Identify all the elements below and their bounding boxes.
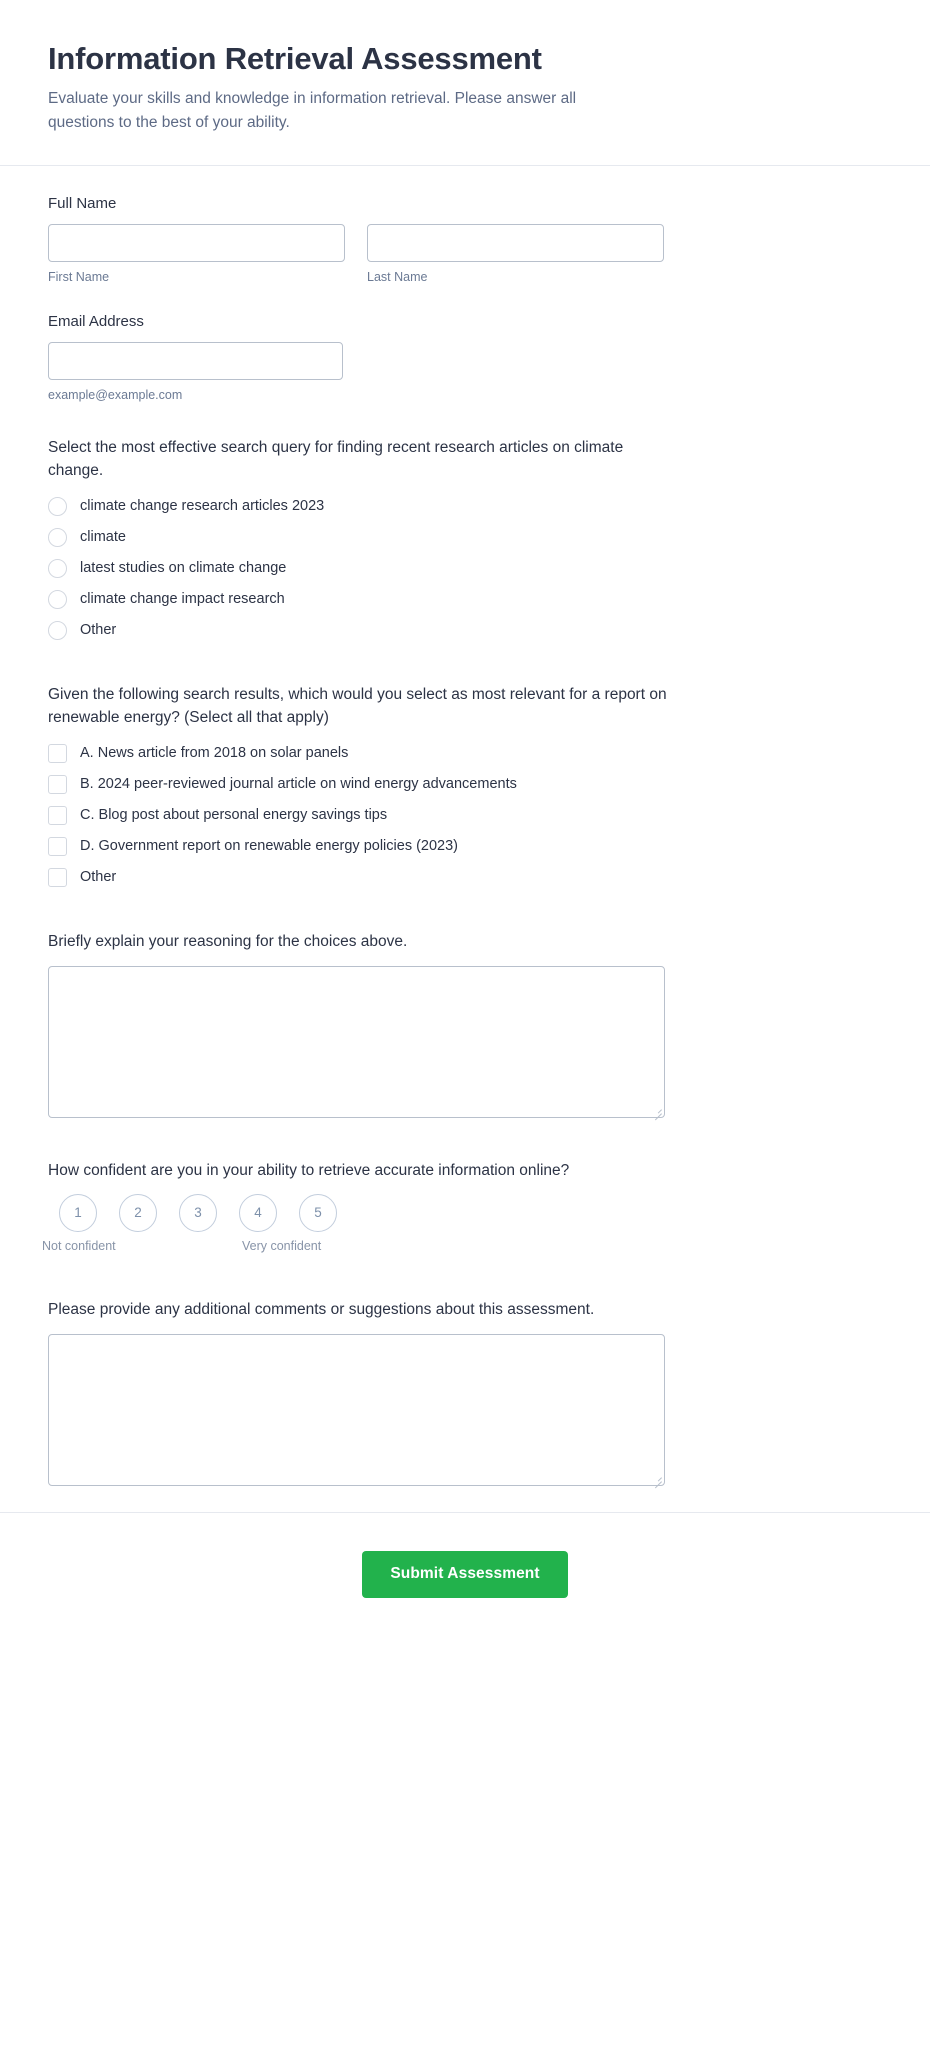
last-name-sublabel: Last Name <box>367 270 428 285</box>
checkbox-option-label: D. Government report on renewable energy policies (2023) <box>80 837 459 854</box>
field-relevant-results <box>48 684 882 889</box>
checkbox-icon[interactable] <box>48 868 67 887</box>
email-col <box>48 342 343 403</box>
checkbox-option-label: A. News article from 2018 on solar panels <box>80 744 349 761</box>
search-query-options <box>48 494 882 642</box>
radio-option[interactable] <box>48 525 882 549</box>
rating-option[interactable] <box>168 1194 228 1232</box>
last-name-col <box>367 224 664 285</box>
reasoning-label: Briefly explain your reasoning for the choices above. <box>48 933 408 951</box>
checkbox-option-label: C. Blog post about personal energy savings tips <box>80 806 388 823</box>
radio-option-label: climate <box>80 529 126 545</box>
reasoning-textarea[interactable] <box>48 966 665 1118</box>
radio-option-label: Other <box>80 622 117 638</box>
comments-label: Please provide any additional comments or suggestions about this assessment. <box>48 1301 595 1319</box>
comments-textarea-wrap <box>48 1334 665 1486</box>
field-search-query <box>48 437 882 642</box>
radio-option[interactable] <box>48 494 882 518</box>
rating-circle[interactable]: 3 <box>179 1194 217 1232</box>
field-confidence <box>42 1160 882 1257</box>
checkbox-option-other[interactable] <box>48 865 882 889</box>
rating-option[interactable] <box>108 1194 168 1232</box>
form-header <box>0 0 930 166</box>
rating-circle[interactable]: 5 <box>299 1194 337 1232</box>
radio-option[interactable] <box>48 587 882 611</box>
full-name-label: Full Name <box>48 195 117 213</box>
checkbox-option-label: Other <box>80 868 117 885</box>
confidence-rating-row <box>48 1194 882 1232</box>
rating-circle[interactable]: 4 <box>239 1194 277 1232</box>
checkbox-icon[interactable] <box>48 744 67 763</box>
checkbox-option[interactable] <box>48 772 882 796</box>
email-sublabel: example@example.com <box>48 387 183 402</box>
radio-icon[interactable] <box>48 497 67 516</box>
first-name-col <box>48 224 345 285</box>
reasoning-textarea-wrap <box>48 966 665 1118</box>
checkbox-icon[interactable] <box>48 775 67 794</box>
radio-option-other[interactable] <box>48 618 882 642</box>
radio-icon[interactable] <box>48 528 67 547</box>
radio-option-label: climate change research articles 2023 <box>80 498 325 514</box>
radio-option-label: latest studies on climate change <box>80 560 287 576</box>
confidence-label: How confident are you in your ability to retrieve accurate information online? <box>48 1161 570 1179</box>
rating-circle[interactable]: 1 <box>59 1194 97 1232</box>
form-body <box>0 166 930 1485</box>
checkbox-icon[interactable] <box>48 837 67 856</box>
comments-textarea[interactable] <box>48 1334 665 1486</box>
rating-option[interactable] <box>228 1194 288 1232</box>
email-input[interactable] <box>48 342 343 380</box>
field-comments <box>48 1299 882 1485</box>
page-title: Information Retrieval Assessment <box>48 41 542 76</box>
rating-circle[interactable]: 2 <box>119 1194 157 1232</box>
email-label: Email Address <box>48 312 144 330</box>
field-full-name <box>48 194 882 286</box>
form-footer <box>0 1512 930 1642</box>
relevant-results-label: Given the following search results, which would you select as most relevant for a report on renewable energy? (Select all that apply) <box>48 686 667 726</box>
last-name-input[interactable] <box>367 224 664 262</box>
checkbox-option[interactable] <box>48 741 882 765</box>
relevant-results-options <box>48 741 882 889</box>
rating-high-caption: Very confident <box>242 1239 322 1254</box>
checkbox-option-label: B. 2024 peer-reviewed journal article on wind energy advancements <box>80 775 517 792</box>
field-reasoning <box>48 931 882 1117</box>
radio-option[interactable] <box>48 556 882 580</box>
first-name-input[interactable] <box>48 224 345 262</box>
full-name-row <box>48 224 882 285</box>
radio-icon[interactable] <box>48 621 67 640</box>
rating-low-caption: Not confident <box>42 1239 116 1254</box>
radio-icon[interactable] <box>48 559 67 578</box>
first-name-sublabel: First Name <box>48 270 110 285</box>
checkbox-option[interactable] <box>48 834 882 858</box>
rating-captions <box>42 1239 348 1257</box>
checkbox-option[interactable] <box>48 803 882 827</box>
checkbox-icon[interactable] <box>48 806 67 825</box>
page-subtitle: Evaluate your skills and knowledge in information retrieval. Please answer all questions to the best of your ability. <box>48 90 577 132</box>
submit-button[interactable]: Submit Assessment <box>362 1551 567 1598</box>
radio-icon[interactable] <box>48 590 67 609</box>
search-query-label: Select the most effective search query for finding recent research articles on climate change. <box>48 439 624 479</box>
radio-option-label: climate change impact research <box>80 591 285 607</box>
rating-option[interactable] <box>48 1194 108 1232</box>
field-email <box>48 312 882 404</box>
rating-option[interactable] <box>288 1194 348 1232</box>
